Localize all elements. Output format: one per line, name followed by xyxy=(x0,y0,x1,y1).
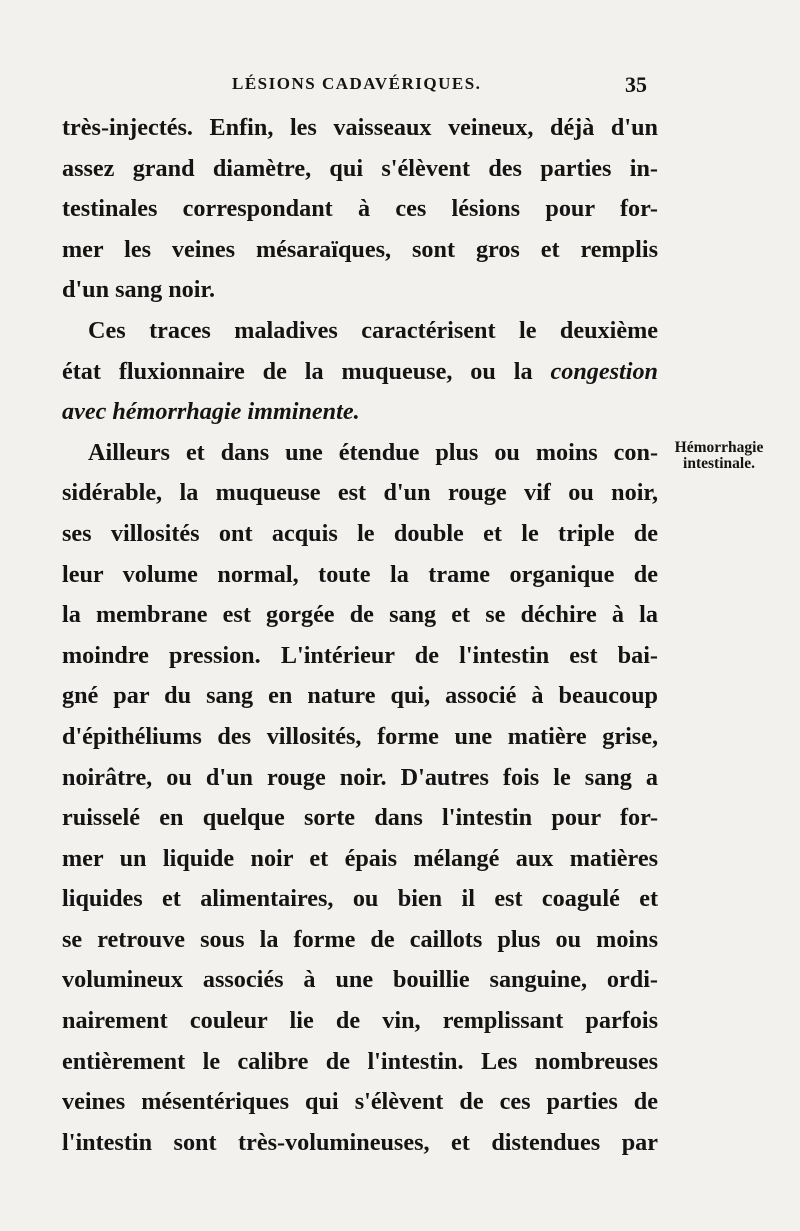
text-line: leur volume normal, toute la trame organique de xyxy=(62,560,658,588)
text-line: ses villosités ont acquis le double et le triple de xyxy=(62,519,658,547)
text-line: la membrane est gorgée de sang et se déchire à la xyxy=(62,601,658,629)
margin-note-line: Hémorrhagie xyxy=(674,439,764,456)
text-line: d'épithéliums des villosités, forme une matière grise, xyxy=(62,722,658,750)
text-line: ruisselé en quelque sorte dans l'intestin pour for- xyxy=(62,804,658,832)
italic-line: avec hémorrhagie imminente. xyxy=(62,398,360,426)
text-line: l'intestin sont très-volumineuses, et distendues par xyxy=(62,1128,658,1156)
text-line: sidérable, la muqueuse est d'un rouge vif ou noir, xyxy=(62,479,658,507)
text-line: liquides et alimentaires, ou bien il est coagulé et xyxy=(62,885,658,913)
margin-note-line: intestinale. xyxy=(683,455,755,472)
margin-note xyxy=(664,440,774,472)
text-line: entièrement le calibre de l'intestin. Les nombreuses xyxy=(62,1047,658,1075)
text-line: moindre pression. L'intérieur de l'intestin est bai- xyxy=(62,641,658,669)
page-number: 35 xyxy=(625,72,647,97)
running-title: LÉSIONS CADAVÉRIQUES. xyxy=(232,74,482,93)
text-line: veines mésentériques qui s'élèvent de ces parties de xyxy=(62,1088,658,1116)
text-line: nairement couleur lie de vin, remplissant parfois xyxy=(62,1007,658,1035)
running-head xyxy=(62,74,657,102)
text-line: se retrouve sous la forme de caillots plus ou moins xyxy=(62,925,658,953)
text-line: testinales correspondant à ces lésions pour for- xyxy=(62,195,658,223)
text-line: assez grand diamètre, qui s'élèvent des parties in- xyxy=(62,154,658,182)
text-span: Ailleurs et dans une étendue plus ou moins con- xyxy=(88,438,658,466)
text-line xyxy=(62,433,658,474)
italic-phrase: congestion xyxy=(550,357,659,385)
text-line xyxy=(62,352,658,393)
text-line: gné par du sang en nature qui, associé à beaucoup xyxy=(62,682,658,710)
body-text xyxy=(62,108,658,1163)
text-line: d'un sang noir. xyxy=(62,276,216,304)
text-line: mer un liquide noir et épais mélangé aux matières xyxy=(62,844,658,872)
text-line: noirâtre, ou d'un rouge noir. D'autres fois le sang a xyxy=(62,763,658,791)
text-line: mer les veines mésaraïques, sont gros et remplis xyxy=(62,235,658,263)
text-line xyxy=(62,311,658,352)
text-span: Ces traces maladives caractérisent le deuxième xyxy=(88,316,658,344)
text-line: volumineux associés à une bouillie sanguine, ordi- xyxy=(62,966,658,994)
text-span: état fluxionnaire de la muqueuse, ou la xyxy=(62,357,533,385)
text-line: très-injectés. Enfin, les vaisseaux veineux, déjà d'un xyxy=(62,114,658,141)
